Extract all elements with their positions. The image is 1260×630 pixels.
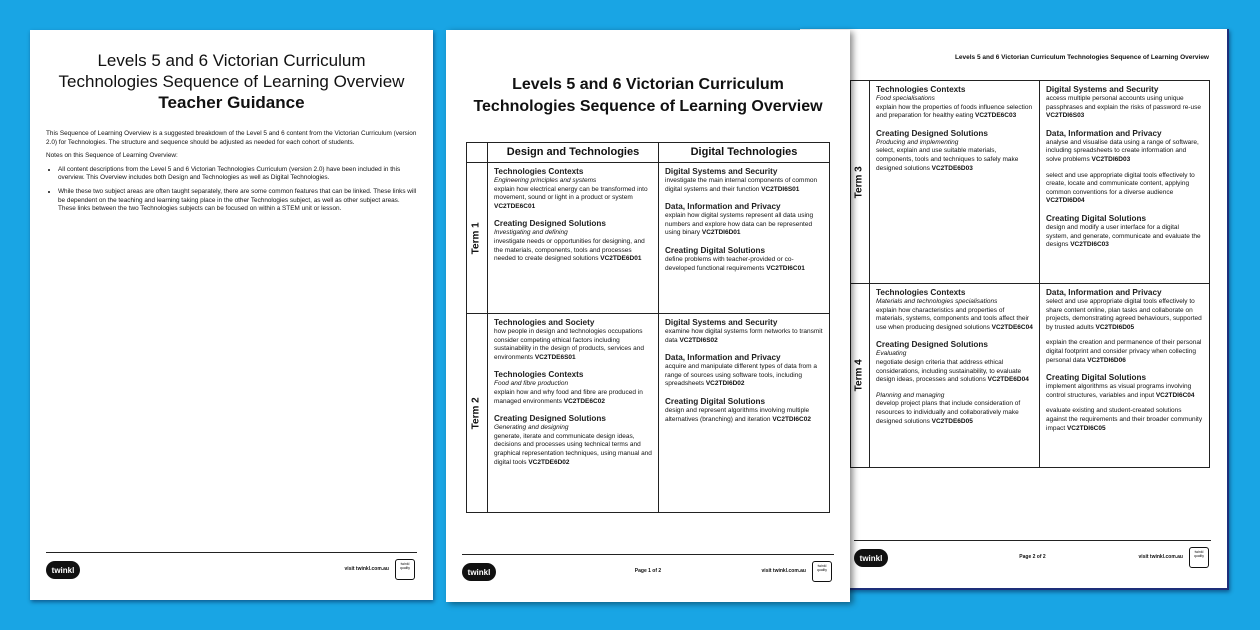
strand-heading: Data, Information and Privacy xyxy=(1046,128,1162,138)
description-text: select and use appropriate digital tools effectively to create, locate and communicate content, applying common conventions for a diverse audience xyxy=(1046,171,1195,196)
content-description xyxy=(665,177,823,194)
content-section xyxy=(494,318,652,362)
content-section xyxy=(1046,85,1203,121)
term-label-cell xyxy=(851,81,869,283)
content-description xyxy=(494,433,652,467)
description-text: access multiple personal accounts using unique passphrases and explain the risks of password re-use xyxy=(1046,95,1201,111)
quality-badge-icon: twinkl quality xyxy=(1189,547,1209,568)
curriculum-code: VC2TDE6D02 xyxy=(528,458,570,466)
content-description xyxy=(1046,339,1203,365)
notes-list xyxy=(58,166,417,214)
curriculum-code: VC2TDI6C04 xyxy=(1155,391,1195,399)
twinkl-logo: twinkl xyxy=(854,549,888,567)
sub-strand: Planning and managing xyxy=(876,391,945,399)
curriculum-code: VC2TDI6D04 xyxy=(1046,197,1085,205)
strand-heading: Digital Systems and Security xyxy=(665,167,778,176)
strand-heading: Creating Designed Solutions xyxy=(876,340,988,350)
table-cell xyxy=(658,314,829,513)
strand-heading: Technologies Contexts xyxy=(876,85,966,94)
curriculum-code: VC2TDE6D01 xyxy=(600,255,642,263)
content-description xyxy=(876,307,1033,333)
content-description xyxy=(494,389,652,406)
description-text: acquire and manipulate different types of data from a range of sources using software tools, including spreadsheets xyxy=(665,363,818,388)
table-cell xyxy=(1039,284,1209,467)
intro-text xyxy=(46,130,417,219)
strand-heading: Technologies Contexts xyxy=(494,370,584,380)
title-line: Technologies Sequence of Learning Overview xyxy=(473,98,823,115)
content-description xyxy=(1046,95,1203,121)
sub-strand: Evaluating xyxy=(876,350,907,358)
strand-heading: Technologies Contexts xyxy=(494,167,584,176)
running-head: Levels 5 and 6 Victorian Curriculum Technologies Sequence of Learning Overview xyxy=(954,54,1209,61)
description-text: investigate needs or opportunities for designing, and the materials, components, tools and processes needed to create designed solutions xyxy=(494,237,645,263)
content-section xyxy=(494,370,652,406)
sub-strand: Food and fibre production xyxy=(494,380,569,388)
term-label-cell xyxy=(467,314,487,513)
content-description xyxy=(1046,172,1203,206)
description-text: investigate the main internal components of common digital systems and their function xyxy=(665,177,818,193)
term-label: Term 3 xyxy=(853,165,865,199)
curriculum-code: VC2TDI6S02 xyxy=(679,336,718,344)
description-text: analyse and visualise data using a range of software, including spreadsheets to create information and solve problems xyxy=(1046,138,1199,163)
overview-title xyxy=(446,74,850,118)
content-section xyxy=(1046,288,1203,365)
term-label: Term 2 xyxy=(470,397,482,430)
sub-strand: Generating and designing xyxy=(494,424,569,432)
curriculum-code: VC2TDI6D05 xyxy=(1095,323,1135,331)
sub-strand: Investigating and defining xyxy=(494,229,568,237)
curriculum-code: VC2TDI6D02 xyxy=(705,380,745,388)
strand-heading: Creating Designed Solutions xyxy=(494,414,606,424)
column-header: Design and Technologies xyxy=(487,143,658,162)
term-row xyxy=(851,284,1209,467)
content-section xyxy=(876,129,1033,173)
table-cell xyxy=(487,314,658,513)
page-number: Page 2 of 2 xyxy=(1019,554,1046,560)
table-cell xyxy=(869,284,1039,467)
content-section xyxy=(876,340,1033,426)
content-section xyxy=(876,85,1033,121)
quality-badge-icon: twinkl quality xyxy=(812,561,832,582)
corner-cell xyxy=(467,143,487,162)
title-line: Levels 5 and 6 Victorian Curriculum xyxy=(512,76,784,93)
description-text: select and use appropriate digital tools effectively to share content online, plan tasks and collaborate on projects, demonstrating agreed behaviours, supported by trusted adults xyxy=(1046,298,1202,331)
content-description xyxy=(876,104,1033,121)
description-text: explain how characteristics and properties of materials, systems, components and tools affect their use when producing designed solutions xyxy=(876,306,1030,331)
content-description xyxy=(1046,298,1203,332)
description-text: design and represent algorithms involving multiple alternatives (branching) and iteration xyxy=(665,406,810,423)
curriculum-code: VC2TDE6C03 xyxy=(975,112,1017,120)
curriculum-code: VC2TDE6S01 xyxy=(534,353,576,361)
description-text: define problems with teacher-provided or co-developed functional requirements xyxy=(665,255,794,272)
quality-badge-icon: twinkl quality xyxy=(395,559,415,580)
term-row xyxy=(467,314,829,513)
sub-strand: Food specialisations xyxy=(876,95,935,102)
content-section xyxy=(1046,373,1203,433)
description-text: evaluate existing and student-created solutions against the requirements and their broader community impact xyxy=(1046,407,1203,432)
sub-strand: Producing and implementing xyxy=(876,138,959,146)
content-section xyxy=(665,167,823,194)
term-label-cell xyxy=(851,284,869,467)
content-description xyxy=(665,212,823,238)
content-section xyxy=(665,318,823,345)
guidance-title xyxy=(30,50,433,113)
curriculum-code: VC2TDI6C03 xyxy=(1070,241,1109,249)
description-text: implement algorithms as visual programs involving control structures, variables and input xyxy=(1046,383,1192,399)
content-section xyxy=(494,219,652,263)
strand-heading: Creating Digital Solutions xyxy=(665,396,766,406)
content-description xyxy=(494,186,652,212)
strand-heading: Data, Information and Privacy xyxy=(1046,288,1162,297)
table-cell xyxy=(869,81,1039,283)
footer xyxy=(46,552,417,582)
strand-heading: Data, Information and Privacy xyxy=(665,202,781,212)
content-section xyxy=(1046,129,1203,206)
content-section xyxy=(1046,214,1203,250)
content-description xyxy=(494,328,652,362)
term-row xyxy=(467,163,829,314)
footer xyxy=(854,540,1211,570)
description-text: generate, iterate and communicate design ideas, decisions and processes using technical terms and graphical representation techniques, using manual and digital tools xyxy=(494,432,652,466)
term-label: Term 4 xyxy=(853,359,865,392)
curriculum-code: VC2TDI6S01 xyxy=(761,185,800,193)
term-label: Term 1 xyxy=(470,221,482,255)
description-text: explain how and why food and fibre are produced in managed environments xyxy=(494,388,643,405)
description-text: explain how the properties of foods influence selection and preparation for healthy eating xyxy=(876,103,1033,120)
content-section xyxy=(494,414,652,467)
description-text: select, explain and use suitable materials, components, tools and techniques to safely make designed solutions xyxy=(876,147,1019,172)
curriculum-code: VC2TDE6C02 xyxy=(563,397,605,405)
note-item: • All content descriptions from the Level 5 and 6 Victorian Technologies Curriculum (version 2.0) have been included in this overview. This Overview includes both Design and Technologies as well as Digital Technologies. xyxy=(58,166,417,183)
page-teacher-guidance xyxy=(30,30,433,600)
curriculum-code: VC2TDE6C01 xyxy=(494,202,536,210)
content-section xyxy=(665,246,823,273)
column-header: Digital Technologies xyxy=(658,143,829,162)
twinkl-logo: twinkl xyxy=(462,563,496,581)
overview-table xyxy=(466,142,830,513)
strand-heading: Creating Digital Solutions xyxy=(665,245,766,255)
content-description xyxy=(665,363,823,389)
page-number: Page 1 of 2 xyxy=(634,568,662,574)
strand-heading: Creating Designed Solutions xyxy=(876,128,988,138)
subtitle: Teacher Guidance xyxy=(158,93,305,112)
table-cell xyxy=(487,163,658,313)
description-text: how people in design and technologies occupations consider competing ethical factors including sustainability in the design of products, services and environments xyxy=(494,328,644,361)
curriculum-code: VC2TDI6C01 xyxy=(766,264,805,272)
sub-strand: Engineering principles and systems xyxy=(494,177,597,184)
curriculum-code: VC2TDI6D03 xyxy=(1091,155,1131,163)
description-text: design and modify a user interface for a digital system, and generate, communicate and evaluate the designs xyxy=(1046,223,1201,249)
footer-url: visit twinkl.com.au xyxy=(761,568,806,574)
curriculum-code: VC2TDI6C02 xyxy=(772,415,811,423)
title-line: Technologies Sequence of Learning Overview xyxy=(58,72,405,91)
table-header xyxy=(467,143,829,163)
strand-heading: Digital Systems and Security xyxy=(1046,85,1159,94)
page-2-overview xyxy=(800,29,1229,590)
content-description xyxy=(876,359,1033,385)
note-item: • While these two subject areas are often taught separately, there are some common features that can be linked. These links will be dependent on the teaching and learning taking place in the other Technologies subject, as well as other subject areas. These links between the two Technologies subjects can be focused on within a STEM unit or lesson. xyxy=(58,188,417,214)
content-description xyxy=(665,407,823,424)
curriculum-code: VC2TDI6S03 xyxy=(1046,112,1085,120)
page-1-overview xyxy=(446,30,850,602)
term-row xyxy=(851,81,1209,284)
curriculum-code: VC2TDE6D05 xyxy=(931,417,973,425)
strand-heading: Digital Systems and Security xyxy=(665,318,778,327)
content-description xyxy=(494,238,652,264)
footer-url: visit twinkl.com.au xyxy=(344,566,389,572)
content-description xyxy=(665,328,823,345)
strand-heading: Technologies Contexts xyxy=(876,288,966,297)
content-description xyxy=(876,147,1033,173)
content-description xyxy=(665,256,823,273)
table-cell xyxy=(658,163,829,313)
term-label-cell xyxy=(467,163,487,313)
curriculum-code: VC2TDE6D03 xyxy=(931,164,973,172)
curriculum-code: VC2TDI6D06 xyxy=(1087,356,1126,364)
content-section xyxy=(665,202,823,238)
description-text: explain how digital systems represent all data using numbers and explore how data can be represented using binary xyxy=(665,212,814,237)
curriculum-code: VC2TDI6C05 xyxy=(1066,424,1106,432)
intro-paragraph: This Sequence of Learning Overview is a suggested breakdown of the Level 5 and 6 content from the Victorian Curriculum (version 2.0) for Technologies. The structure and sequence should be adjusted as needed for each cohort of students. xyxy=(46,130,417,146)
curriculum-code: VC2TDI6D01 xyxy=(701,229,741,237)
content-description xyxy=(1046,224,1203,250)
content-description xyxy=(876,392,1033,426)
content-description xyxy=(1046,383,1203,400)
description-text: explain the creation and permanence of their personal digital footprint and consider privacy when collecting personal data xyxy=(1046,339,1202,364)
strand-heading: Creating Digital Solutions xyxy=(1046,373,1147,383)
content-section xyxy=(494,167,652,211)
content-section xyxy=(665,397,823,424)
twinkl-logo: twinkl xyxy=(46,561,80,579)
description-text: negotiate design criteria that address ethical considerations, including sustainability, to evaluate design ideas, processes and solutions xyxy=(876,358,1022,384)
strand-heading: Creating Designed Solutions xyxy=(494,219,606,229)
footer-url: visit twinkl.com.au xyxy=(1138,554,1183,560)
strand-heading: Technologies and Society xyxy=(494,318,595,327)
content-section xyxy=(665,353,823,389)
overview-table xyxy=(850,80,1210,468)
title-line: Levels 5 and 6 Victorian Curriculum xyxy=(97,51,366,70)
strand-heading: Data, Information and Privacy xyxy=(665,353,781,363)
strand-heading: Creating Digital Solutions xyxy=(1046,213,1147,223)
table-cell xyxy=(1039,81,1209,283)
description-text: explain how electrical energy can be transformed into movement, sound or light in a product or system xyxy=(494,185,648,202)
notes-heading: Notes on this Sequence of Learning Overview: xyxy=(46,152,178,160)
footer xyxy=(462,554,834,584)
content-section xyxy=(876,288,1033,332)
description-text: examine how digital systems form networks to transmit data xyxy=(665,328,823,344)
description-text: develop project plans that include consideration of resources to individually and collaboratively make designed solutions xyxy=(876,400,1021,425)
curriculum-code: VC2TDE6D04 xyxy=(987,376,1029,384)
content-description xyxy=(1046,139,1203,165)
content-description xyxy=(1046,407,1203,433)
sub-strand: Materials and technologies specialisations xyxy=(876,298,998,305)
curriculum-code: VC2TDE6C04 xyxy=(991,323,1033,331)
